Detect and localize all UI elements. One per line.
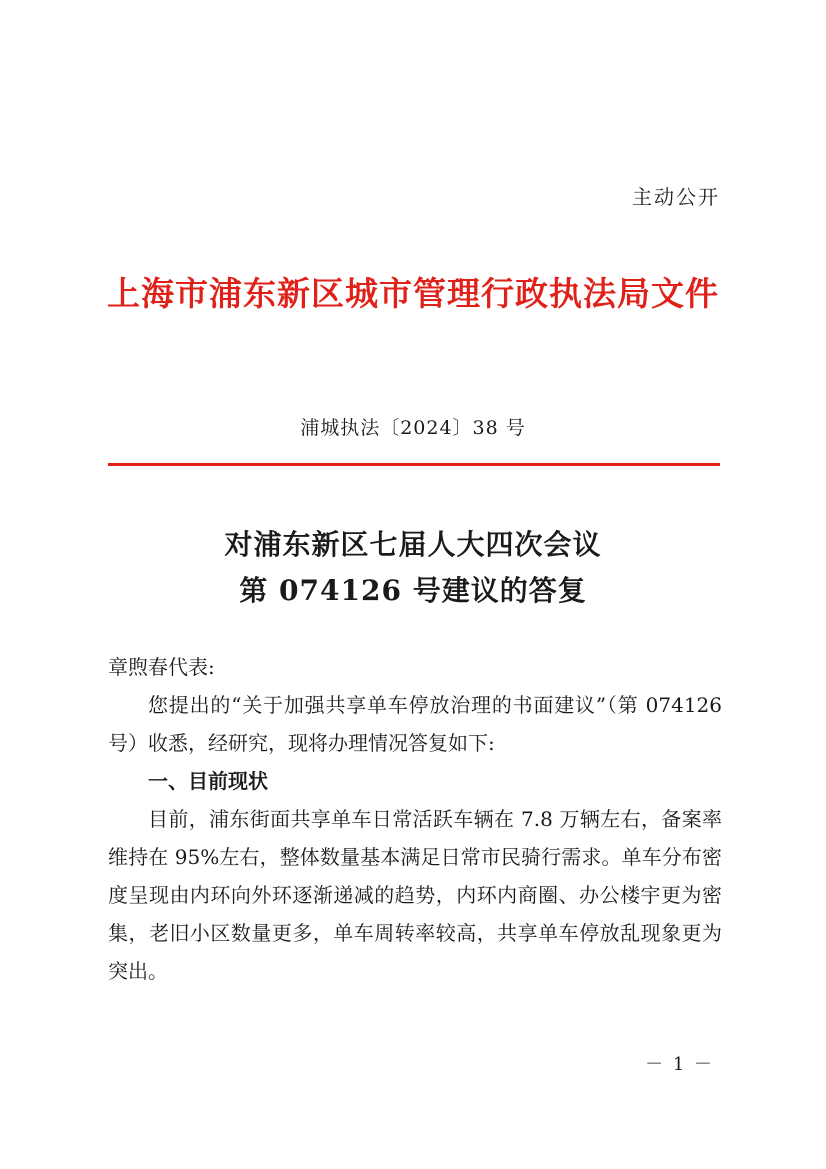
paragraph-status: 目前，浦东街面共享单车日常活跃车辆在 7.8 万辆左右，备案率维持在 95%左右，整体数量基本满足日常市民骑行需求。单车分布密度呈现由内环向外环逐渐递减的趋势，内环内商圈、办公楼宇更为密集，老旧小区数量更多，单车周转率较高，共享单车停放乱现象更为突出。 xyxy=(108,807,722,983)
section-heading: 一、目前现状 xyxy=(148,769,268,793)
disclosure-label: 主动公开 xyxy=(632,185,720,209)
document-body xyxy=(108,648,722,990)
page-number: － 1 － xyxy=(645,1054,714,1075)
title-line-1: 对浦东新区七届人大四次会议 xyxy=(224,528,602,561)
title-line-2: 第 074126 号建议的答复 xyxy=(239,574,587,607)
issuer-title: 上海市浦东新区城市管理行政执法局文件 xyxy=(107,274,719,313)
salutation: 章煦春代表: xyxy=(108,655,215,679)
paragraph-intro: 您提出的“关于加强共享单车停放治理的书面建议”（第 074126 号）收悉，经研究，现将办理情况答复如下: xyxy=(108,693,722,755)
document-title xyxy=(0,522,826,614)
red-divider xyxy=(108,463,720,466)
document-number: 浦城执法〔2024〕38 号 xyxy=(300,417,526,439)
